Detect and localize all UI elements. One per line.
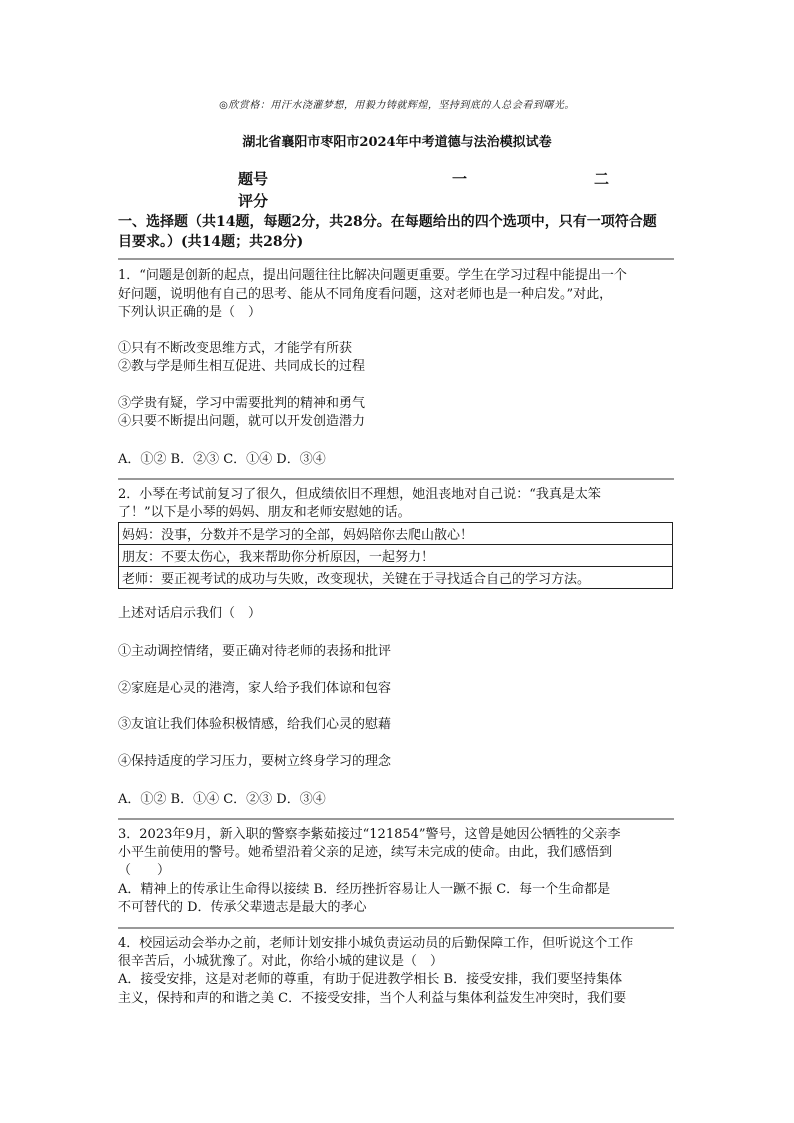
q4-line4: 主义，保持和声的和谐之美 C．不接受安排，当个人利益与集体利益发生冲突时，我们要 <box>118 991 627 1006</box>
q1-options: A．①② B．②③ C．①④ D．③④ <box>118 452 326 467</box>
q2-item-2: ②家庭是心灵的港湾，家人给予我们体谅和包容 <box>118 681 392 696</box>
score-table-col-1: 一 <box>452 170 468 188</box>
divider <box>118 258 674 260</box>
motto: ◎欣赏格：用汗水浇灌梦想，用毅力铸就辉煌，坚持到底的人总会看到曙光。 <box>219 100 575 111</box>
q2-prompt: 上述对话启示我们（ ） <box>118 606 262 621</box>
q3-line3: （ ） <box>118 863 171 878</box>
q1-stem-line3: 下列认识正确的是（ ） <box>118 305 262 320</box>
exam-title: 湖北省襄阳市枣阳市2024年中考道德与法治模拟试卷 <box>242 135 552 150</box>
divider <box>118 927 674 929</box>
dialogue-mom: 妈妈：没事，分数并不是学习的全部，妈妈陪你去爬山散心！ <box>119 523 673 545</box>
q2-stem-line1: 2．小琴在考试前复习了很久，但成绩依旧不理想，她沮丧地对自己说：“我真是太笨 <box>118 487 601 502</box>
q1-item-4: ④只要不断提出问题，就可以开发创造潜力 <box>118 414 366 429</box>
q2-stem-line2: 了！”以下是小琴的妈妈、朋友和老师安慰她的话。 <box>118 505 411 520</box>
q2-item-4: ④保持适度的学习压力，要树立终身学习的理念 <box>118 754 392 769</box>
section1-heading-line2: 目要求。）(共14题；共28分) <box>118 234 304 250</box>
score-table-label-score: 评分 <box>238 192 269 210</box>
q3-line2: 小平生前使用的警号。她希望沿着父亲的足迹，续写未完成的使命。由此，我们感悟到 <box>118 845 613 860</box>
q4-line2: 很辛苦后，小城犹豫了。对此，你给小城的建议是（ ） <box>118 954 444 969</box>
q1-stem-line1: 1．“问题是创新的起点，提出问题往往比解决问题更重要。学生在学习过程中能提出一个 <box>118 268 627 283</box>
q4-line3: A．接受安排，这是对老师的尊重，有助于促进教学相长 B．接受安排，我们要坚持集体 <box>118 972 623 987</box>
q1-item-3: ③学贵有疑，学习中需要批判的精神和勇气 <box>118 396 366 411</box>
q1-item-2: ②教与学是师生相互促进、共同成长的过程 <box>118 359 366 374</box>
score-table-label-question: 题号 <box>238 170 269 188</box>
dialogue-friend: 朋友：不要太伤心，我来帮助你分析原因，一起努力！ <box>119 545 673 567</box>
q1-stem-line2: 好问题，说明他有自己的思考、能从不同角度看问题，这对老师也是一种启发。”对此， <box>118 287 613 302</box>
section1-heading-line1: 一、选择题（共14题，每题2分，共28分。在每题给出的四个选项中，只有一项符合题 <box>118 214 657 230</box>
q4-line1: 4．校园运动会举办之前，老师计划安排小城负责运动员的后勤保障工作，但听说这个工作 <box>118 936 634 951</box>
q2-item-1: ①主动调控情绪，要正确对待老师的表扬和批评 <box>118 644 392 659</box>
q3-line5: 不可替代的 D．传承父辈遗志是最大的孝心 <box>118 900 367 915</box>
dialogue-teacher: 老师：要正视考试的成功与失败，改变现状，关键在于寻找适合自己的学习方法。 <box>119 567 673 589</box>
q3-line4: A．精神上的传承让生命得以接续 B．经历挫折容易让人一蹶不振 C．每一个生命都是 <box>118 882 611 897</box>
score-table-col-2: 二 <box>594 170 610 188</box>
divider <box>118 818 674 820</box>
q1-item-1: ①只有不断改变思维方式，才能学有所获 <box>118 341 353 356</box>
q3-line1: 3．2023年9月，新入职的警察李紫茹接过“121854”警号，这曾是她因公牺牲的父亲李 <box>118 827 621 842</box>
q2-options: A．①② B．①④ C．②③ D．③④ <box>118 792 326 807</box>
dialogue-table <box>118 522 673 589</box>
divider <box>118 478 674 480</box>
q2-item-3: ③友谊让我们体验积极情感，给我们心灵的慰藉 <box>118 717 392 732</box>
